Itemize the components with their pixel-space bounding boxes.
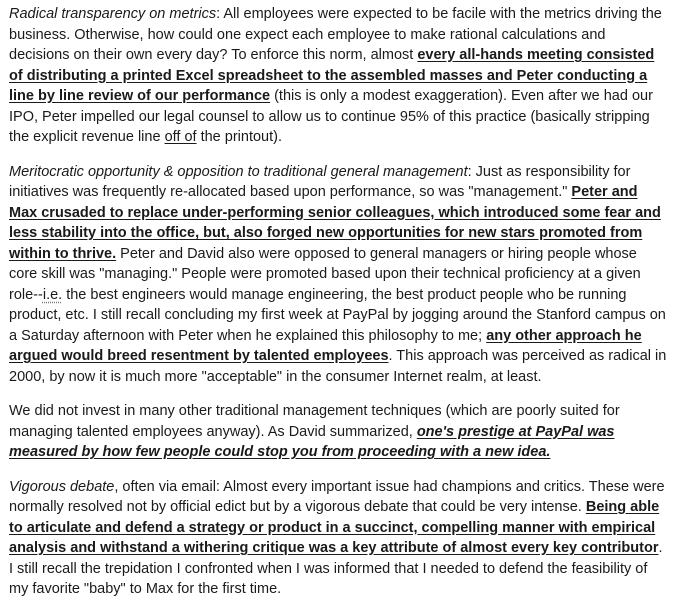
emphasis-text: Being able to articulate and defend a strategy or product in a succinct, compelling manner with empirical analysis and withstand a withering critique was a key attribute of almost every key contributor xyxy=(9,499,660,556)
underlined-text: off of xyxy=(164,129,197,145)
paragraph-text: : Just as responsibility for initiatives was frequently re-allocated based upon performance, so was "management." xyxy=(9,163,631,200)
heading-debate: Vigorous debate xyxy=(9,478,115,495)
emphasis-text: every all-hands meeting consisted of distributing a printed Excel spreadsheet to the assembled masses and Peter conducting a line by line review of our performance xyxy=(9,47,655,104)
paragraph-text: : All employees were expected to be facile with the metrics driving the business. Otherwise, how could one expect each employee to make rational calculations and decisions on their own every day? To enforce this norm, almost xyxy=(9,6,662,63)
paragraph-text: We did not invest in many other traditional management techniques (which are poorly suited for managing talented employees anyway). As David summarized, xyxy=(9,403,620,440)
paragraph-metrics xyxy=(9,4,668,148)
paragraph-text: Peter and David also were opposed to general managers or hiring people whose core skill was "managing." People were promoted based upon their technical proficiency at a given role-- xyxy=(9,245,641,303)
paragraph-management xyxy=(9,401,668,463)
emphasis-text: any other approach he argued would breed resentment by talented employees xyxy=(9,327,642,364)
heading-metrics: Radical transparency on metrics xyxy=(9,6,217,22)
emphasis-quote: one's prestige at PayPal was measured by how few people could stop you from proceeding with a new idea. xyxy=(9,423,615,460)
paragraph-text: the best engineers would manage engineering, the best product people who be running product, etc. I still recall concluding my first week at PayPal by jogging around the Stanford campus on a Saturday afternoon with Peter when he explained this philosophy to me; xyxy=(9,286,666,344)
paragraph-meritocracy xyxy=(9,162,668,388)
spellcheck-flagged-text: i.e. xyxy=(42,286,63,303)
paragraph-text: . I still recall the trepidation I confronted when I was informed that I needed to defend the feasibility of my favorite "baby" to Max for the first time. xyxy=(9,540,663,597)
emphasis-text: Peter and Max crusaded to replace under-performing senior colleagues, which introduced some fear and less stability into the office, but, also forged new opportunities for new stars promoted from within to thrive. xyxy=(9,184,661,262)
paragraph-text: , often via email: Almost every important issue had champions and critics. These were normally resolved not by official edict but by a vigorous debate that could be very intense. xyxy=(9,478,665,515)
paragraph-text: . This approach was perceived as radical in 2000, by now it is much more "acceptable" in the consumer Internet realm, at least. xyxy=(9,348,667,385)
heading-meritocracy: Meritocratic opportunity & opposition to traditional general management xyxy=(9,163,468,180)
paragraph-text: (this is only a modest exaggeration). Even after we had our IPO, Peter impelled our legal counsel to allow us to continue 95% of this practice (basically stripping the explicit revenue line xyxy=(9,88,653,145)
paragraph-debate xyxy=(9,477,668,600)
paragraph-text: the printout). xyxy=(196,129,282,145)
